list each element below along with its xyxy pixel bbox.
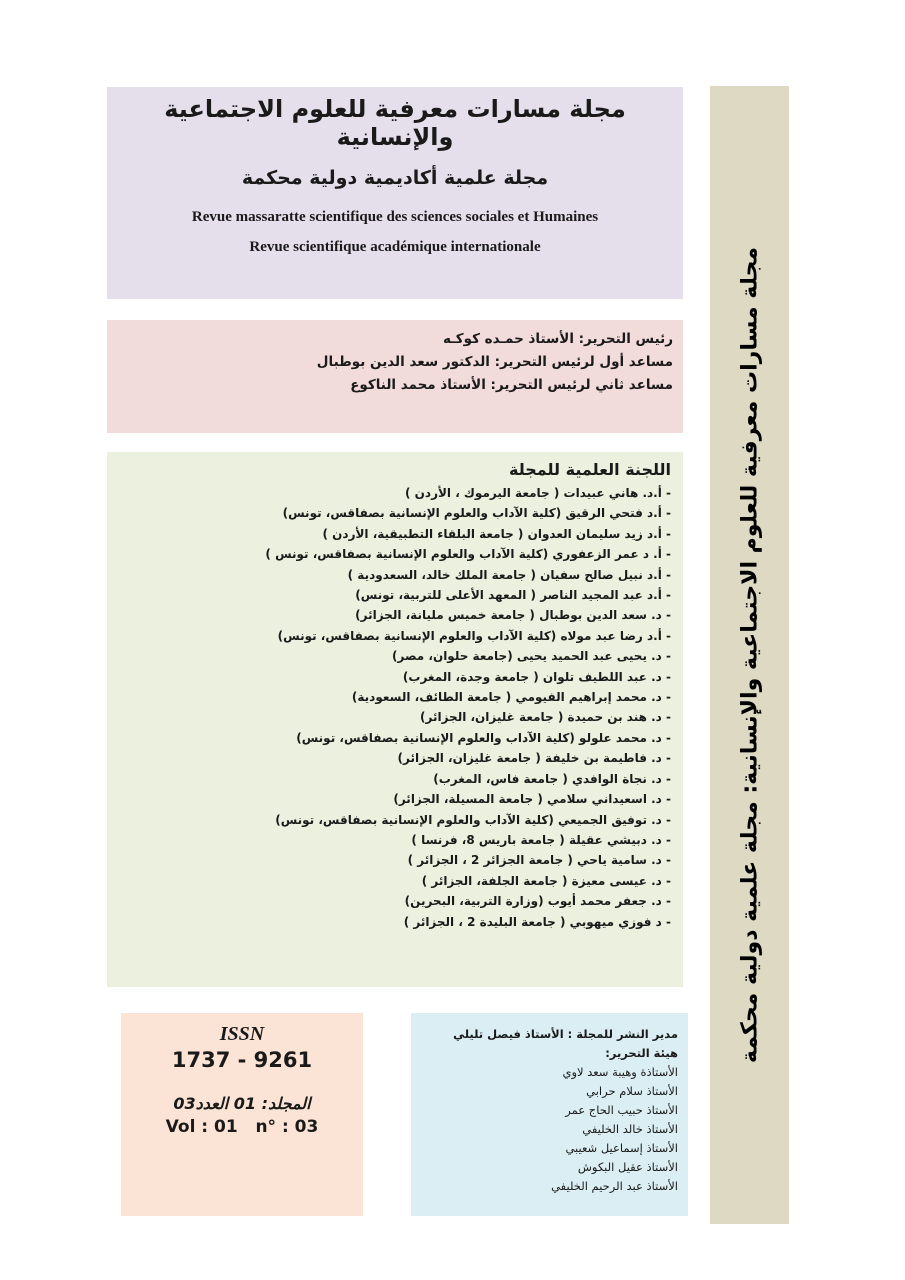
issn-number: 1737 - 9261 [171,1048,313,1072]
editorial-board-title: هيئة التحرير: [605,1046,678,1060]
journal-title-panel [107,87,683,299]
spine-title: مجلة مسارات معرفية للعلوم الاجتماعية والإنسانية: مجلة علمية دولية محكمة [737,246,762,1064]
journal-subtitle-french: Revue scientifique académique internationale [249,239,541,255]
issn-panel [121,1013,363,1216]
board-member: الأستاذ عبد الرحيم الخليفي [551,1179,678,1193]
journal-title-french: Revue massaratte scientifique des sciences sociales et Humaines [191,209,599,225]
board-member: الأستاذ إسماعيل شعيبي [565,1141,678,1155]
committee-member: - أ.د زيد سليمان العدوان ( جامعة البلقاء التطبيقية، الأردن ) [322,526,671,541]
committee-member: - أ.د نبيل صالح سفيان ( جامعة الملك خالد، السعدودية ) [347,567,671,582]
second-assistant-editor: مساعد ثاني لرئيس التحرير: الأستاذ محمد الناكوع [350,377,673,393]
committee-member: - د. توفيق الجميعي (كلية الآداب والعلوم الإنسانية بصفاقس، تونس) [275,812,671,827]
first-assistant-editor: مساعد أول لرئيس التحرير: الدكتور سعد الدين بوطبال [316,354,673,370]
committee-member: - د. فاطيمة بن خليفة ( جامعة غليزان، الجزائر) [397,751,671,766]
committee-member: - د فوزي ميهوبي ( جامعة البليدة 2 ، الجزائر ) [403,914,671,929]
issn-label: ISSN [219,1023,265,1045]
board-member: الأستاذ خالد الخليفي [582,1122,678,1136]
committee-member: - د. سعد الدين بوطبال ( جامعة خميس مليانة، الجزائر) [355,608,671,623]
editorial-staff-panel [411,1013,688,1216]
committee-member: - د. يحيى عبد الحميد يحيى (جامعة حلوان، مصر) [392,649,671,664]
committee-member: - د. عبد اللطيف تلوان ( جامعة وجدة، المغرب) [402,669,671,684]
scientific-committee-panel [107,452,683,987]
committee-member: - د. عيسى معيزة ( جامعة الجلفة، الجزائر ) [421,873,671,888]
committee-member: - أ. د عمر الزعفوري (كلية الآداب والعلوم الإنسانية بصفاقس، تونس ) [265,547,671,562]
publication-director: مدير النشر للمجلة : الأستاذ فيصل تليلي [453,1027,678,1041]
journal-subtitle-arabic: مجلة علمية أكاديمية دولية محكمة [241,167,549,189]
spine-band [710,86,789,1224]
board-member: الأستاذ سلام حرابي [586,1084,678,1098]
journal-title-arabic: مجلة مسارات معرفية للعلوم الاجتماعية والإنسانية [164,95,626,151]
committee-member: - د. اسعيداني سلامي ( جامعة المسيلة، الجزائر) [393,792,671,807]
board-member: الأستاذة وهيبة سعد لاوي [562,1065,678,1079]
committee-member: - د. دبيشي عقيلة ( جامعة باريس 8، فرنسا ) [411,832,671,847]
editors-panel [107,320,683,433]
board-member: الأستاذ عقيل البكوش [577,1160,678,1174]
editor-in-chief: رئيس التحرير: الأستاذ حمـده كوكـه [442,331,673,347]
committee-member: - د. هند بن حميدة ( جامعة غليزان، الجزائر) [420,710,671,725]
volume-issue-french: Vol : 01 n° : 03 [165,1117,319,1137]
committee-member: - أ.د. هاني عبيدات ( جامعة اليرموك ، الأردن ) [405,486,671,500]
committee-title: اللجنة العلمية للمجلة [509,460,671,479]
committee-member: - أ.د عبد المجيد الناصر ( المعهد الأعلى للتربية، تونس) [355,588,671,603]
committee-member: - د. محمد إبراهيم الفيومي ( جامعة الطائف، السعودية) [351,690,671,705]
committee-member: - أ.د رضا عبد مولاه (كلية الآداب والعلوم الإنسانية بصفاقس، تونس) [277,628,671,643]
volume-issue-arabic: المجلد: 01 العدد03 [173,1094,311,1113]
committee-member: - أ.د فتحي الرقيق (كلية الآداب والعلوم الإنسانية بصفاقس، تونس) [282,506,671,521]
committee-member: - د. جعفر محمد أيوب (وزارة التربية، البحرين) [404,894,671,909]
board-member: الأستاذ حبيب الحاج عمر [565,1103,678,1117]
committee-member: - د. سامية ياحي ( جامعة الجزائر 2 ، الجزائر ) [407,853,671,868]
committee-member: - د. نجاة الوافدي ( جامعة فاس، المغرب) [433,771,671,786]
committee-member: - د. محمد علولو (كلية الآداب والعلوم الإنسانية بصفاقس، تونس) [296,730,671,745]
